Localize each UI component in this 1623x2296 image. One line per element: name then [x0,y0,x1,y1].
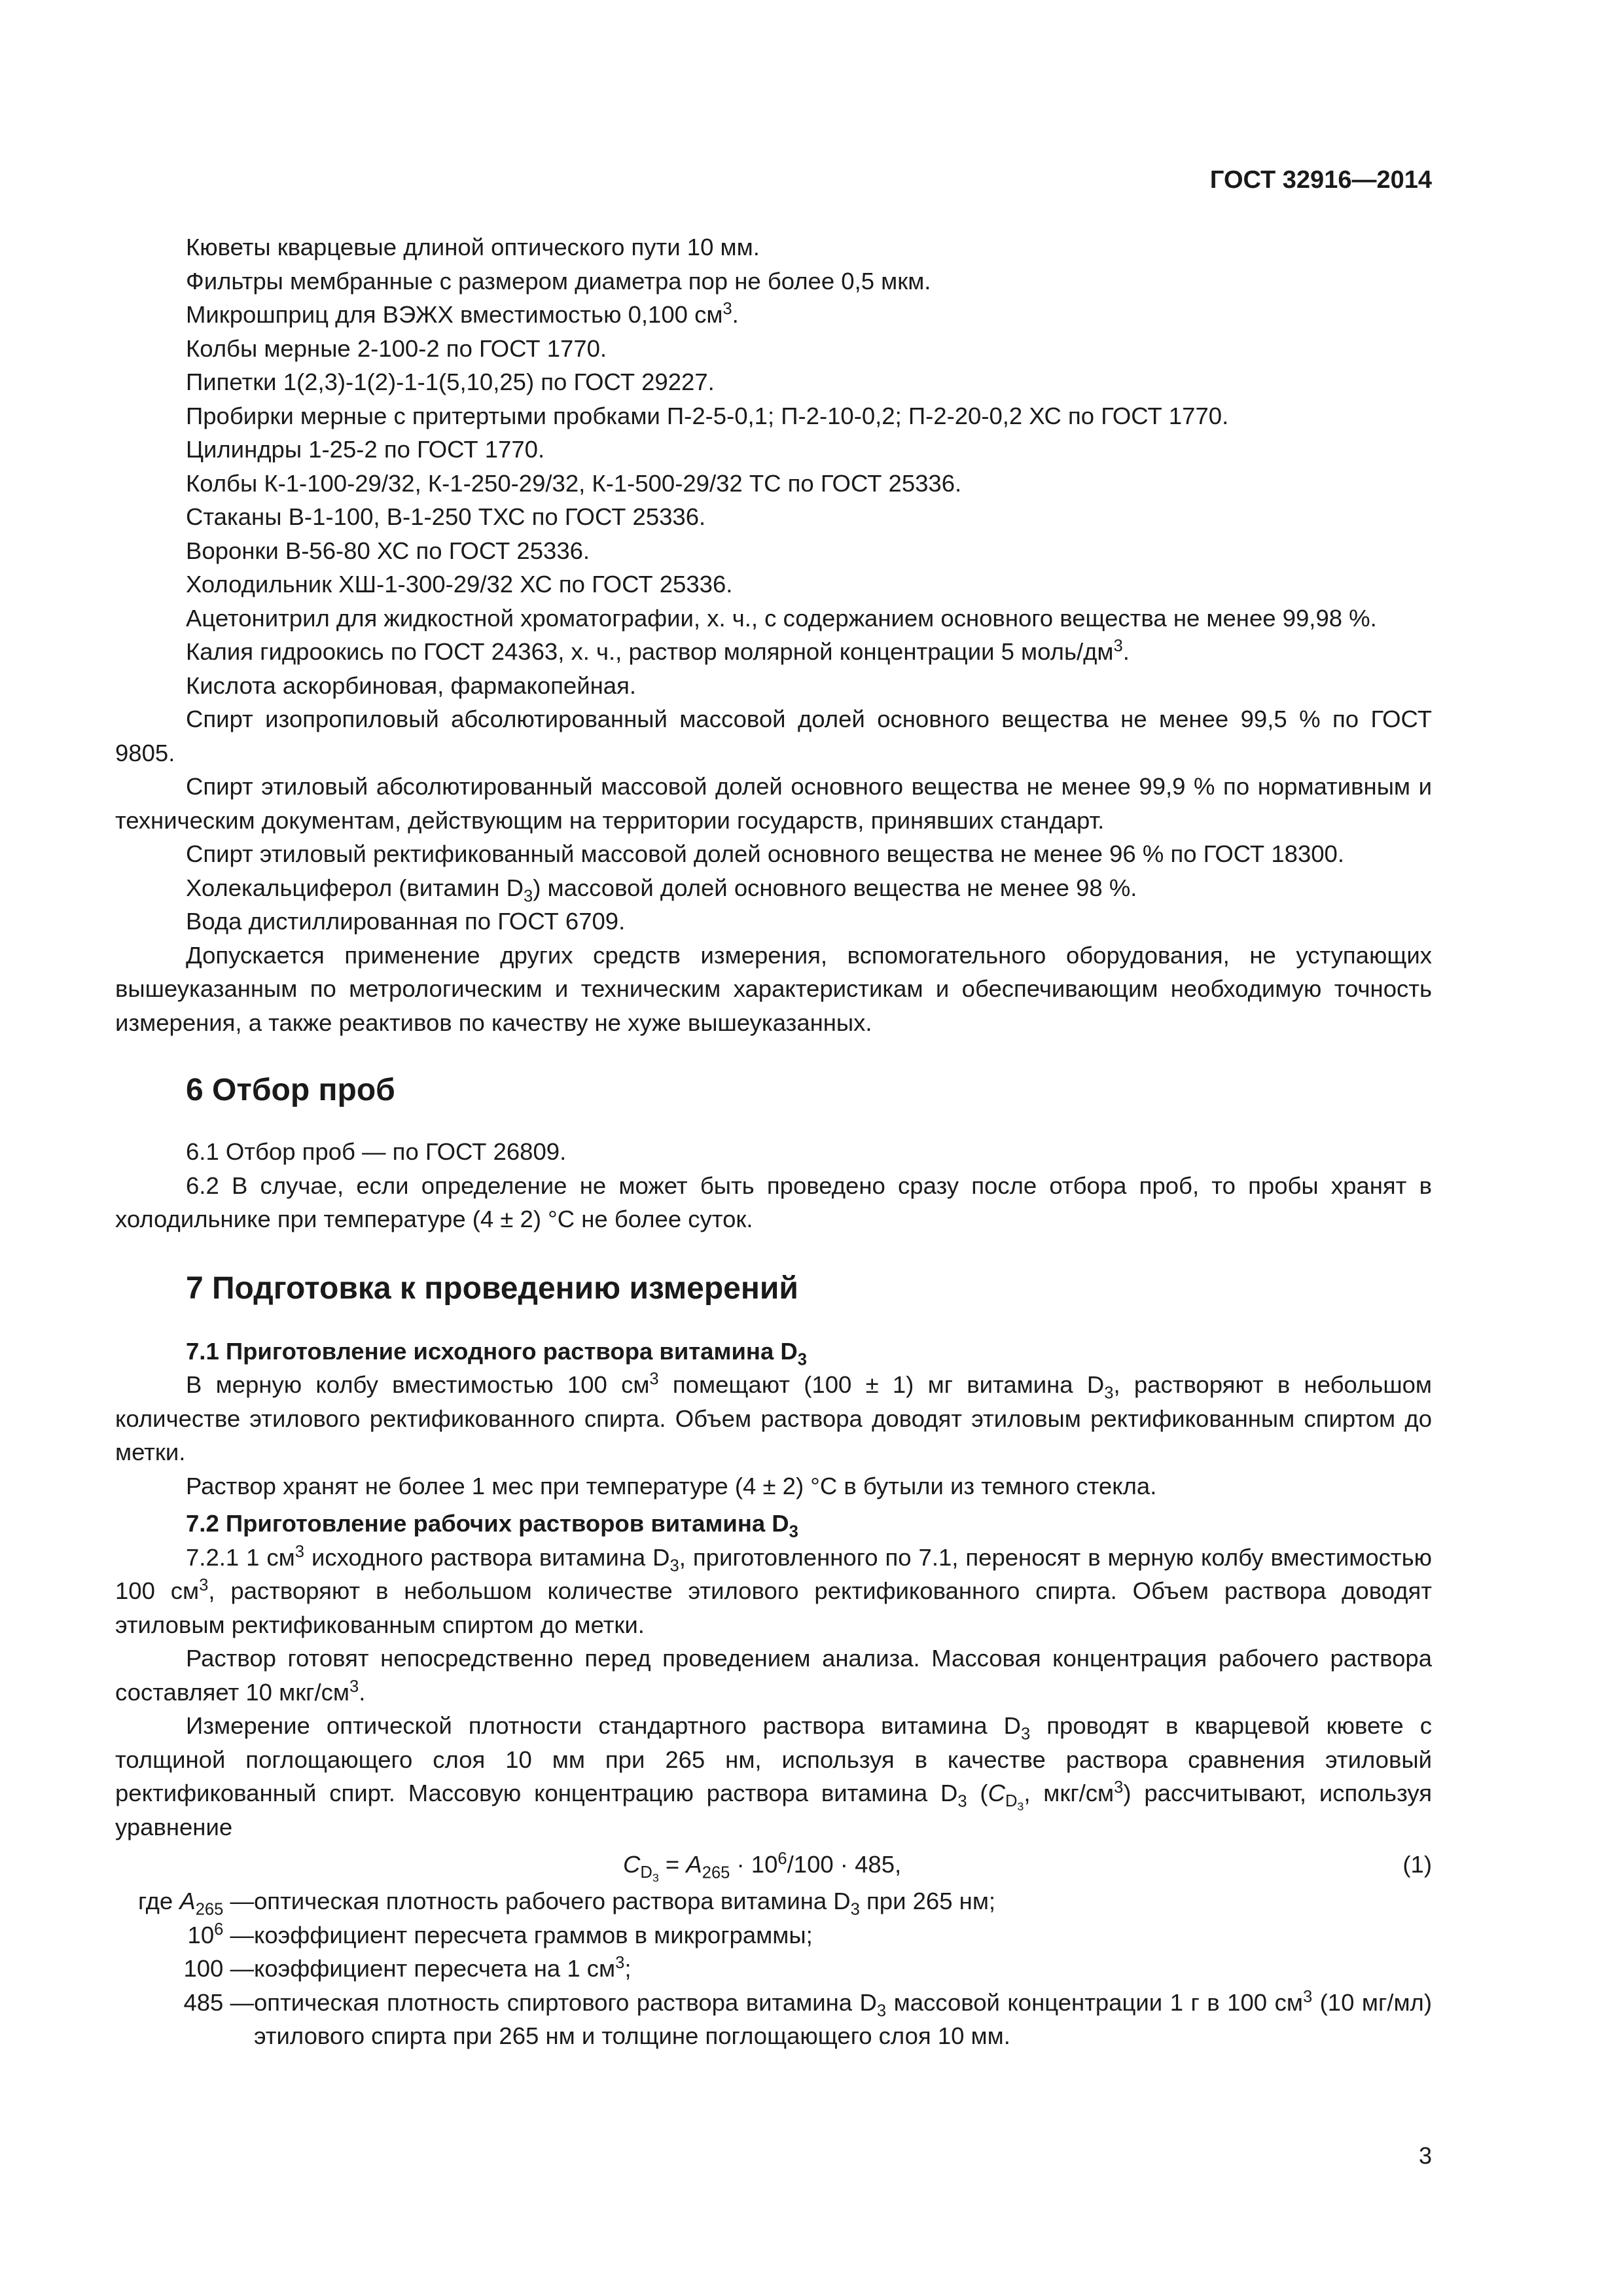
legend-value: коэффициент пересчета граммов в микрограммы; [254,1921,813,1948]
reagent-item: Ацетонитрил для жидкостной хроматографии, х. ч., с содержанием основного вещества не менее 99,98 %. [186,604,1377,632]
legend-key: где $A_{265}$ — [137,1888,254,1919]
reagent-item: Холекальциферол (витамин $D_3$) массовой долей основного вещества не менее 98 %. [186,874,1137,905]
section-6-heading: 6 Отбор проб [186,1073,395,1107]
equipment-item: Кюветы кварцевые длиной оптического пути 10 мм. [186,234,760,260]
formula-1 [115,1848,1432,1884]
equipment-item: Фильтры мембранные с размером диаметра пор не более 0,5 мкм. [186,267,931,295]
legend-value: оптическая плотность спиртового раствора витамина $D_3$ массовой концентрации 1 г в 100 $см^3$ (10 мг/мл) этилового спирта при 265 нм и толщине поглощающего слоя 10 мм. [254,1987,1432,2049]
equipment-item: Воронки В-56-80 ХС по ГОСТ 25336. [186,537,590,564]
reagent-item: Кислота аскорбиновая, фармакопейная. [186,672,636,699]
legend-key: 100 — [183,1955,254,1982]
reagent-item: Спирт этиловый абсолютированный массовой долей основного вещества не менее 99,9 % по нормативным и техническим документам, действующим на территории государств, принявших стандарт. [115,773,1432,834]
section-7-heading: 7 Подготовка к проведению измерений [186,1270,798,1306]
equipment-item: Пробирки мерные с притертыми пробками П-2-5-0,1; П-2-10-0,2; П-2-20-0,2 ХС по ГОСТ 1770. [186,402,1229,429]
section-6-2: 6.2 В случае, если определение не может быть проведено сразу после отбора проб, то пробы хранят в холодильнике при температуре (4 ± 2) °С не более суток. [115,1172,1432,1232]
reagent-item: Спирт этиловый ректификованный массовой долей основного вещества не менее 96 % по ГОСТ 18300. [186,840,1344,867]
equipment-item: Колбы мерные 2-100-2 по ГОСТ 1770. [186,334,607,362]
equipment-item: Колбы К-1-100-29/32, К-1-250-29/32, К-1-500-29/32 ТС по ГОСТ 25336. [186,469,962,497]
equipment-item: Стаканы В-1-100, В-1-250 ТХС по ГОСТ 25336. [186,503,706,530]
equipment-item: Микрошприц для ВЭЖХ вместимостью 0,100 $см^3$. [186,299,739,328]
equipment-item: Холодильник ХШ-1-300-29/32 ХС по ГОСТ 25336. [186,571,733,598]
standard-header: ГОСТ 32916—2014 [1209,166,1432,194]
reagent-item: Вода дистиллированная по ГОСТ 6709. [186,908,626,935]
page-number: 3 [1418,2142,1432,2169]
section-7-1-storage: Раствор хранят не более 1 мес при температуре (4 ± 2) °С в бутыли из темного стекла. [186,1472,1157,1499]
legend-key: $10^6$ — [187,1920,254,1948]
measurement-paragraph: Измерение оптической плотности стандартного раствора витамина $D_3$ проводят в кварцевой кювете с толщиной поглощающего слоя 10 мм при 265 нм, используя в качестве раствора сравнения этиловый ректификованный спирт. Массовую концентрацию раствора витамина $D_3$ ($C_{D_3}$, мкг/$см^3$) рассчитывают, используя уравнение [115,1712,1433,1840]
formula-legend [115,1884,1432,2053]
equation-number: (1) [1402,1851,1432,1878]
legend-value: коэффициент пересчета на 1 $см^3$; [254,1953,632,1982]
formula-expression: $C_{D_3} = A_{265} \cdot 10^6/100 \cdot 485$, [623,1849,902,1885]
allowance-paragraph: Допускается применение других средств измерения, вспомогательного оборудования, не уступающих вышеуказанным по метрологическим и техническим характеристикам и обеспечивающим необходимую точность измерения, а также реактивов по качеству не хуже вышеуказанных. [115,941,1432,1036]
section-7-1-heading: 7.1 Приготовление исходного раствора витамина $D_3$ [186,1337,807,1369]
section-6-1: 6.1 Отбор проб — по ГОСТ 26809. [186,1138,567,1165]
equipment-item: Цилиндры 1-25-2 по ГОСТ 1770. [186,436,545,463]
section-7-2-1: 7.2.1 1 $см^3$ исходного раствора витамина $D_3$, приготовленного по 7.1, переносят в мерную колбу вместимостью 100 $см^3$, растворяют в небольшом количестве этилового ректификованного спирта. Объем раствора доводят этиловым ректификованным спиртом до метки. [115,1542,1432,1638]
section-7-1-paragraph: В мерную колбу вместимостью 100 $см^3$ помещают (100 ± 1) мг витамина $D_3$, растворяют в небольшом количестве этилового ректификованного спирта. Объем раствора доводят этиловым ректификованным спиртом до метки. [115,1369,1433,1465]
main-text [115,230,1432,2053]
working-solution-paragraph: Раствор готовят непосредственно перед проведением анализа. Массовая концентрация рабочего раствора составляет 10 мкг/$см^3$. [115,1645,1432,1706]
legend-key: 485 — [183,1988,254,2016]
reagent-item: Спирт изопропиловый абсолютированный массовой долей основного вещества не менее 99,5 % по ГОСТ 9805. [115,706,1432,766]
equipment-item: Пипетки 1(2,3)-1(2)-1-1(5,10,25) по ГОСТ 29227. [186,368,715,395]
section-7-2-heading: 7.2 Приготовление рабочих растворов витамина $D_3$ [186,1510,798,1541]
legend-value: оптическая плотность рабочего раствора витамина $D_3$ при 265 нм; [254,1888,996,1919]
reagent-item: Калия гидроокись по ГОСТ 24363, х. ч., раствор молярной концентрации 5 моль/$дм^3$. [186,636,1130,665]
